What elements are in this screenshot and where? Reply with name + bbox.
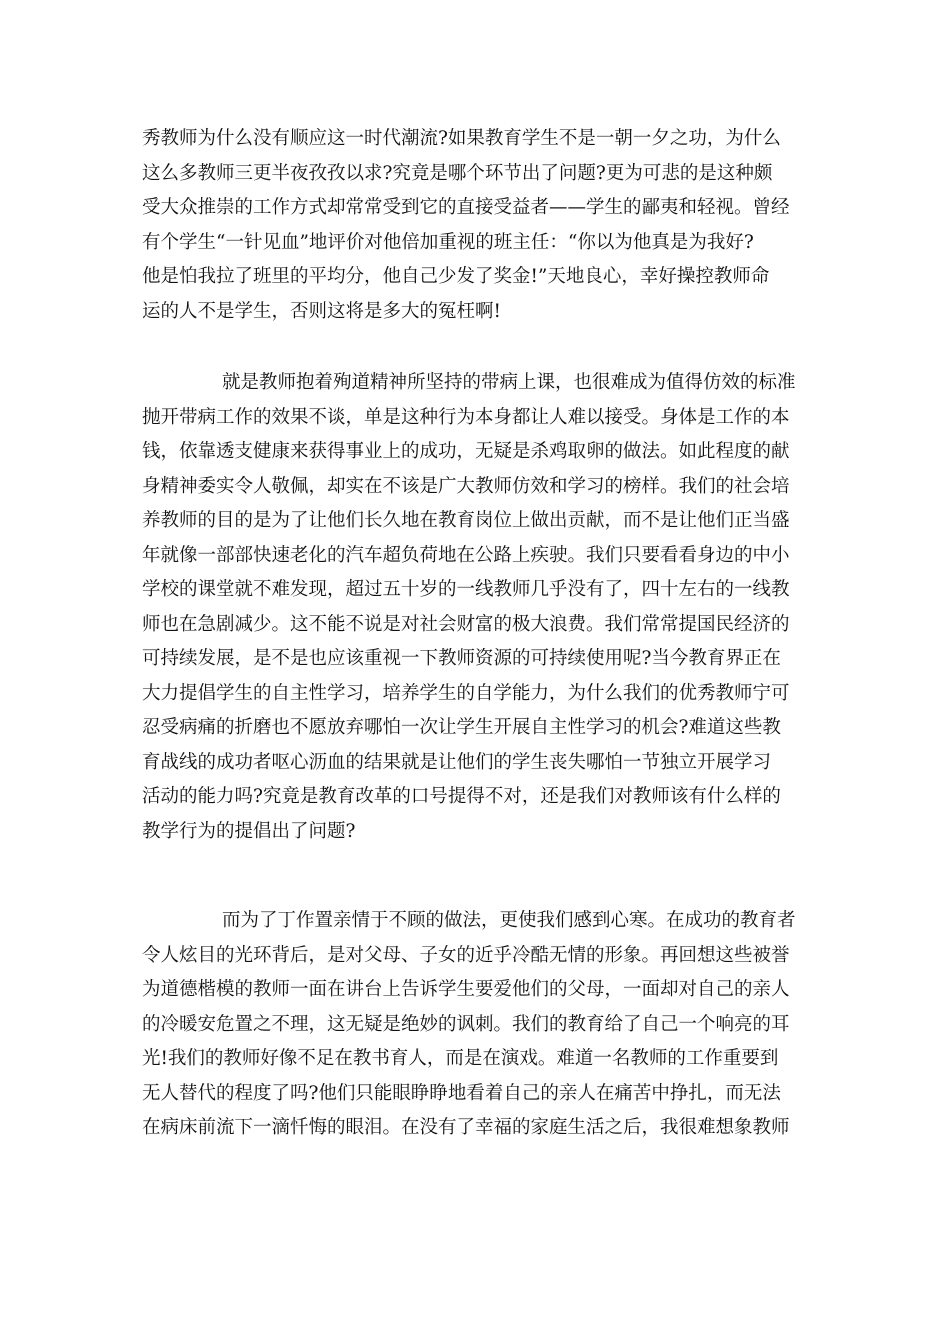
paragraph-line: 教学行为的提倡出了问题?	[142, 820, 356, 842]
paragraph-line: 有个学生“一针见血”地评价对他倍加重视的班主任：“你以为他真是为我好?	[142, 231, 754, 253]
paragraph-line: 师也在急剧减少。这不能不说是对社会财富的极大浪费。我们常常提国民经济的	[142, 613, 790, 635]
paragraph-line: 养教师的目的是为了让他们长久地在教育岗位上做出贡献，而不是让他们正当盛	[142, 510, 790, 531]
paragraph-line: 育战线的成功者呕心沥血的结果就是让他们的学生丧失哪怕一节独立开展学习	[142, 751, 772, 773]
paragraph-line: 忍受病痛的折磨也不愿放弃哪怕一次让学生开展自主性学习的机会?难道这些教	[142, 717, 781, 738]
paragraph-line: 大力提倡学生的自主性学习，培养学生的自学能力，为什么我们的优秀教师宁可	[142, 682, 790, 704]
paragraph-line: 为道德楷模的教师一面在讲台上告诉学生要爱他们的父母，一面却对自己的亲人	[142, 979, 790, 1000]
paragraph-line: 年就像一部部快速老化的汽车超负荷地在公路上疾驶。我们只要看看身边的中小	[142, 544, 790, 566]
paragraph-line: 活动的能力吗?究竟是教育改革的口号提得不对，还是我们对教师该有什么样的	[142, 786, 781, 807]
paragraph-1	[142, 122, 842, 329]
paragraph-line: 在病床前流下一滴忏悔的眼泪。在没有了幸福的家庭生活之后，我很难想象教师	[142, 1117, 790, 1138]
paragraph-line: 身精神委实令人敬佩，却实在不该是广大教师仿效和学习的榜样。我们的社会培	[142, 475, 790, 497]
paragraph-line: 学校的课堂就不难发现，超过五十岁的一线教师几乎没有了，四十左右的一线教	[142, 579, 790, 600]
paragraph-line: 可持续发展，是不是也应该重视一下教师资源的可持续使用呢?当今教育界正在	[142, 648, 781, 669]
paragraph-line: 而为了丁作置亲情于不顾的做法，更使我们感到心寒。在成功的教育者	[222, 910, 796, 931]
paragraph-line: 秀教师为什么没有顺应这一时代潮流?如果教育学生不是一朝一夕之功，为什么	[142, 128, 781, 149]
paragraph-line: 钱，依靠透支健康来获得事业上的成功，无疑是杀鸡取卵的做法。如此程度的献	[142, 441, 790, 462]
paragraph-3	[142, 904, 842, 1146]
paragraph-line: 运的人不是学生，否则这将是多大的冤枉啊!	[142, 300, 501, 322]
paragraph-line: 抛开带病工作的效果不谈，单是这种行为本身都让人难以接受。身体是工作的本	[142, 406, 790, 428]
paragraph-line: 令人炫目的光环背后，是对父母、子女的近乎冷酷无情的形象。再回想这些被誉	[142, 944, 790, 966]
paragraph-line: 无人替代的程度了吗?他们只能眼睁睁地看着自己的亲人在痛苦中挣扎，而无法	[142, 1082, 781, 1104]
paragraph-line: 这么多教师三更半夜孜孜以求?究竟是哪个环节出了问题?更为可悲的是这种颇	[142, 162, 773, 184]
paragraph-line: 他是怕我拉了班里的平均分，他自己少发了奖金!”天地良心，幸好操控教师命	[142, 266, 770, 287]
paragraph-line: 的冷暖安危置之不理，这无疑是绝妙的讽刺。我们的教育给了自己一个响亮的耳	[142, 1013, 790, 1035]
paragraph-line: 受大众推崇的工作方式却常常受到它的直接受益者——学生的鄙夷和轻视。曾经	[142, 197, 790, 218]
paragraph-2	[142, 366, 842, 849]
paragraph-line: 光!我们的教师好像不足在教书育人，而是在演戏。难道一名教师的工作重要到	[142, 1048, 779, 1069]
paragraph-line: 就是教师抱着殉道精神所坚持的带病上课，也很难成为值得仿效的标准	[222, 372, 796, 393]
